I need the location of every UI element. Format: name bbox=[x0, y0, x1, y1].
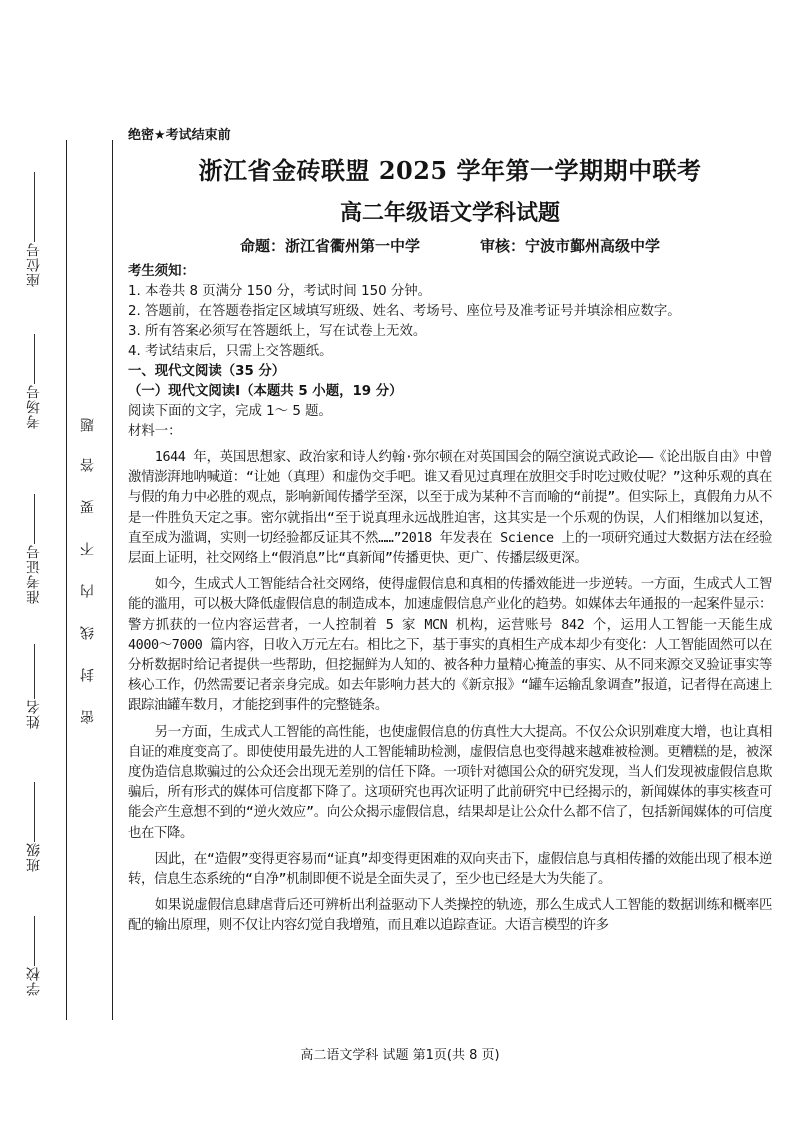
section-heading: 一、现代文阅读（35 分） bbox=[128, 364, 286, 379]
author-text: 命题：浙江省衢州第一中学 bbox=[239, 237, 420, 255]
ticket-number-label: 准考证号 bbox=[26, 544, 42, 604]
body-paragraph: 1644 年，英国思想家、政治家和诗人约翰·弥尔顿在对英国国会的隔空演说式政论——《论出版自由》中曾激情澎湃地呐喊道：“让她（真理）和虚伪交手吧。谁又看见过真理在放胆交手时吃过败仗呢？”这种乐观的真在与假的角力中必胜的观点，影响新闻传播学至深，以至于成为某种不言而喻的“前提”。但实际上，真假角力从不是一件胜负天定之事。密尔就指出“至于说真理永远战胜迫害，这其实是一个乐观的伪误，人们相继加以复述，直至成为滥调，实则一切经验都反证其不然……”2018 年发表在 Science 上的一项研究通过大数据方法在经验层面上证明，社交网络上“假消息”比“真新闻”传播更快、更广、传播层级更深。 bbox=[128, 450, 772, 567]
binding-outer-line bbox=[66, 140, 67, 1020]
exam-subtitle: 高二年级语文学科试题 bbox=[339, 200, 560, 226]
seat-number-blank[interactable] bbox=[34, 172, 35, 242]
class-label: 班级 bbox=[26, 842, 42, 872]
name-blank[interactable] bbox=[34, 644, 35, 699]
exam-page bbox=[128, 124, 772, 937]
ticket-number-field[interactable] bbox=[24, 490, 44, 604]
notice-item: 2. 答题前，在答题卷指定区域填写班级、姓名、考场号、座位号及准考证号并填涂相应数字。 bbox=[128, 304, 681, 319]
seal-char-da: 答 bbox=[80, 458, 96, 472]
binding-inner-line bbox=[112, 140, 113, 1020]
school-label: 学校 bbox=[26, 966, 42, 996]
school-blank[interactable] bbox=[34, 916, 35, 966]
secret-mark: 绝密★考试结束前 bbox=[128, 128, 231, 143]
binding-strip bbox=[0, 0, 118, 1131]
body-paragraph: 如果说虚假信息肆虐背后还可辨析出利益驱动下人类操控的轨迹，那么生成式人工智能的数据训练和概率匹配的输出原理，则不仅让内容幻觉自我增殖，而且难以追踪查证。大语言模型的许多 bbox=[128, 898, 772, 934]
exam-title: 浙江省金砖联盟 2025 学年第一学期期中联考 bbox=[198, 156, 702, 185]
notice-item: 3. 所有答案必须写在答题纸上，写在试卷上无效。 bbox=[128, 324, 427, 339]
seal-char-ti: 题 bbox=[80, 418, 96, 432]
seat-number-label: 座位号 bbox=[26, 242, 42, 287]
reading-instruction: 阅读下面的文字，完成 1～ 5 题。 bbox=[128, 404, 332, 419]
class-field[interactable] bbox=[24, 778, 44, 872]
exam-room-field[interactable] bbox=[24, 330, 44, 429]
seal-char-nei: 内 bbox=[80, 584, 96, 598]
seat-number-field[interactable] bbox=[24, 168, 44, 287]
body-paragraph: 另一方面，生成式人工智能的高性能，也使虚假信息的仿真性大大提高。不仅公众识别难度大增，也让真相自证的难度变高了。即使使用最先进的人工智能辅助检测，虚假信息也变得越来越难被检测。更糟糕的是，被深度伪造信息欺骗过的公众还会出现无差别的信任下降。一项针对德国公众的研究发现，当人们发现被虚假信息欺骗后，所有形式的媒体可信度都下降了。这项研究也再次证明了此前研究中已经揭示的，新闻媒体的事实核查可能会产生意想不到的“逆火效应”。向公众揭示虚假信息，结果却是让公众什么都不信了，包括新闻媒体的可信度也在下降。 bbox=[128, 724, 772, 841]
class-blank[interactable] bbox=[34, 782, 35, 842]
name-label: 姓名 bbox=[26, 699, 42, 729]
body-paragraph: 如今，生成式人工智能结合社交网络，使得虚假信息和真相的传播效能进一步逆转。一方面，生成式人工智能的滥用，可以极大降低虚假信息的制造成本，加速虚假信息产业化的趋势。如媒体去年通报的一起案件显示：警方抓获的一位内容运营者，一人控制着 5 家 MCN 机构，运营账号 842 个，运用人工智能一天能生成 4000～7000 篇内容，日收入万元左右。相比之下，基于事实的真相生产成本却少有变化：人工智能固然可以在分析数据时给记者提供一些帮助，但挖掘鲜为人知的、被各种力量精心掩盖的事实、从不同来源交叉验证事实等核心工作，仍然需要记者亲身完成。如去年影响力甚大的《新京报》“罐车运输乱象调查”报道，记者得在高速上跟踪油罐车数月，才能挖到事件的完整链条。 bbox=[128, 577, 772, 714]
exam-room-blank[interactable] bbox=[34, 334, 35, 384]
notice-heading: 考生须知： bbox=[128, 264, 195, 279]
school-field[interactable] bbox=[24, 912, 44, 996]
ticket-number-blank[interactable] bbox=[34, 494, 35, 544]
page-footer: 高二语文学科 试题 第1页(共 8 页) bbox=[300, 1048, 500, 1063]
exam-notice bbox=[128, 262, 772, 442]
seal-char-bu: 不 bbox=[80, 542, 96, 556]
subsection-heading: （一）现代文阅读Ⅰ（本题共 5 小题，19 分） bbox=[128, 384, 403, 399]
seal-char-yao: 要 bbox=[80, 500, 96, 514]
notice-item: 4. 考试结束后，只需上交答题纸。 bbox=[128, 344, 333, 359]
reviewer-text: 审核：宁波市鄞州高级中学 bbox=[480, 237, 661, 255]
notice-item: 1. 本卷共 8 页满分 150 分，考试时间 150 分钟。 bbox=[128, 284, 432, 299]
exam-room-label: 考场号 bbox=[26, 384, 42, 429]
seal-char-feng: 封 bbox=[80, 668, 96, 682]
seal-char-mi: 密 bbox=[80, 710, 96, 724]
name-field[interactable] bbox=[24, 640, 44, 729]
seal-char-xian: 线 bbox=[80, 626, 96, 640]
author-line bbox=[128, 235, 772, 256]
body-paragraph: 因此，在“造假”变得更容易而“证真”却变得更困难的双向夹击下，虚假信息与真相传播的效能出现了根本逆转，信息生态系统的“自净”机制即便不说是全面失灵了，至少也已经是大为失能了。 bbox=[128, 851, 772, 888]
material-label: 材料一： bbox=[128, 424, 182, 439]
